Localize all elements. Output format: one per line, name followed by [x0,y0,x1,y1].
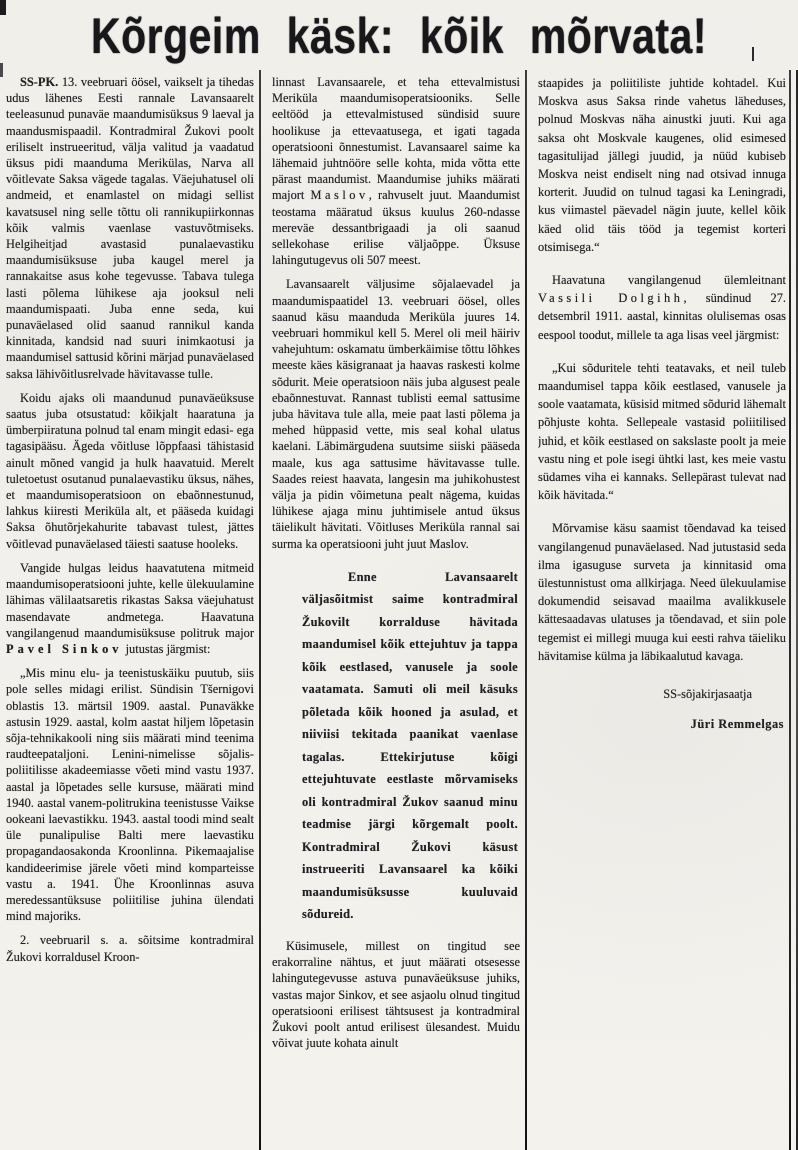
article-column [272,74,520,1150]
text-segment: „Kui sõduritele tehti teatavaks, et neil tuleb maandumisel tappa kõik eestlased, vanusele ja soole vaatamata, küsisid mitmed sõdurid lähemalt põhjuste kohta. Sellepeale vastasid poliitilised juhid, et kõik eestlased on sakslaste poolt ja meie vastu ning et pole isegi ühtki last, kes meie vastu südames viha ei kannaks. Sellepärast tulevat nad kõik hävitada.“ [538,360,786,503]
text-segment: , rahvuselt juut. Maandumist teostama määratud üksus kuulus 260-ndasse mereväe dessantbrigaadi ja oli saanud sellekohase erilise väljaõppe. Üksuse lahingutugevus oli 507 meest. [272,188,520,268]
text-segment: Küsimusele, millest on tingitud see erakorraline nähtus, et juut määrati otsesesse lahingutegevusse astuva punaväeüksuse juhiks, vastas major Sinkov, et see asjaolu olnud tingitud operatsiooni erilisest tähtsusest ja kontradmiral Žukovi poolt antud erilisest ülesandest. Muidu võivat juute kohata ainult [272,938,520,1051]
person-name: Maslov [310,188,369,203]
headline: Kõrgeim käsk: kõik mõrvata! [90,8,708,65]
text-segment: SS-PK. [20,75,59,89]
text-segment: Haavatuna vangilangenud ülemleitnant [552,273,786,288]
text-segment: Koidu ajaks oli maandunud punaväeüksuse saatus juba otsustatud: kõikjalt haaratuna ja ümberpiiratuna polnud tal enam mingit edasi- ega tagasipääsu. Ägeda võitluse lõppfaasi tähistasid ainult mõned vangid ja hulk haavatuid. Merelt tuletoetust osutanud punalaevastiku üksus, nähes, et maandumisoperatsioon on ebaõnnestunud, lahkus kiiresti Meriküla alt, et pääseda kuidagi Saksa õhutõrjekahurite tabavast tulest, jättes võitlevad punaväelased täiesti saatuse hooleks. [6,390,254,551]
text-segment: Lavansaarelt väljusime sõjalaevadel ja maandumispaatidel 13. veebruari öösel, olles saanud käsu maanduda Meriküla juures 14. veebruari hommikul kell 5. Merel oli meil häiriv vahejuhtum: oskamatu ümberkäimise tõttu lõhkes meeste käes käsigranaat ja haavas raskesti kolme sõdurit. Meie operatsioon näis juba algusest peale ebaõnnestuvat. Rannast tublisti eemal sattusime juba hävitava tule alla, meie paat lasti põlema ja mehed hüppasid vette, mis seal kohal ulatus kaelani. Läbimärgudena suutsime siiski pääseda maale, kus aga sattusime hävitavasse tulle. Saades reiest haavata, langesin ma juhikohustest välja ja pidin võimetuna pealt nägema, kuidas lühikese ajaga minu juhtimisele antud üksus täielikult hävitati. Võitluses Meriküla rannal sai surma ka operatsiooni juht juut Maslov. [272,277,520,551]
article-paragraph [538,271,786,344]
article-body [6,74,786,1150]
article-paragraph [6,390,254,552]
article-paragraph [272,938,520,1051]
article-paragraph [6,932,254,964]
text-segment: 2. veebruaril s. a. sõitsime kontradmiral Žukovi korraldusel Kroon- [6,933,254,964]
article-paragraph [6,665,254,924]
text-segment: Vangide hulgas leidus haavatutena mitmeid maandumisoperatsiooni juhte, kelle ülekuulamine lähimas välilaatsaretis rikastas Saksa väejuhatust masendavate andmetega. Haavatuna vangilangenud maandumisüksuse politruk major [6,560,254,640]
article-paragraph [6,74,254,382]
article-column [6,74,254,1150]
article-paragraph [538,519,786,665]
column-divider [525,70,527,1150]
article-paragraph [538,74,786,256]
article-paragraph [272,74,520,268]
text-segment: Mõrvamise käsu saamist tõendavad ka teised vangilangenud punaväelased. Nad jutustasid seda ilma igasuguse surveta ja kinnitasid oma ülestunnistust oma allkirjaga. Need ülekuulamise dokumendid seisavad maailma avalikkusele kättesaadavas ulatuses ja tõendavad, et siin pole tegemist ei millegi muuga kui eesti rahva täieliku hävitamise külma ja läbikaalutud kavaga. [538,521,786,663]
signature-role: SS-sõjakirjasaatja [663,687,752,702]
person-name: Pavel Sinkov [6,641,123,656]
article-paragraph [302,566,518,926]
text-segment: Enne Lavansaarelt väljasõitmist saime kontradmiral Žukovilt korralduse hävitada maandumisel kõik ettejuhtuv ja tappa kõik eestlased, vanusele ja soole vaatamata. Samuti oli meil käsuks põletada kõik hooned ja asulad, et niiviisi tekitada paanikat vaenlase tagalas. Ettekirjutuse kõigi ettejuhtuvate eestlaste mõrvamiseks oli kontradmiral Žukov saanud minu teadmise järgi kõrgemalt poolt. Kontradmiral Žukovi käsust instrueeriti Lavansaarel ka kõiki maandumisüksusse kuuluvaid sõdureid. [302,569,518,922]
article-column [538,74,786,1150]
signature-name: Jüri Remmelgas [690,717,784,732]
signature-block [538,685,786,733]
scan-artifact [0,0,6,15]
article-paragraph [538,359,786,505]
person-name: Vassili Dolgihh [538,291,684,306]
text-segment: staapides ja poliitiliste juhtide kohtadel. Kui Moskva asus Saksa rinde vahetus läheduses, polnud Moskvas näha ainustki juuti. Kui aga saksa oht Moskvale kaugenes, olid esimesed tagasitulijad jällegi juudid, ja nüüd kubiseb Moskva neist endiselt ning nad otsivad innuga korterit. Juudid on tulnud tagasi ka Leningradi, kus viimastel päevadel nägin juute, kellel kõik käed olid täis tööd ja tegemist korteri otsimisega.“ [538,76,786,254]
scan-artifact [0,63,3,77]
page-edge-rule [789,70,791,1150]
scan-artifact [752,47,754,61]
column-divider [259,70,261,1150]
text-segment: 13. veebruari öösel, vaikselt ja tihedas udus lähenes Eesti rannale Lavansaarelt teeleasunud punaväe maandumisüksus 9 laeval ja maandusmispaadil. Kontradmiral Žukovi poolt eriliselt instrueeritud, välja valitud ja vaadatud üksus pidi maanduma Merikülas, Narva all võitlevate Saksa vägede tagalas. Väejuhatusel oli andmeid, et enamlastel on midagi sellist kavatsusel ning selle tõttu oli rannikupiirkonnas kõik valmis vaenlase vastuvõtmiseks. Helgiheitjad avastasid punalaevastiku maandumisüksuse juba kaugel merel ja rannakaitse asus kohe tegevusse. Tabava tulega lasti põlema lühikese aja jooksul neli maandumispaati. Juba enne seda, kui punaväelased olid saanud rannikul kanda kinnitada, kandsid nad suuri inimkaotusi ja maandumisel sattusid kõrini märjad punaväelased saksa lähivõitlusrelvade hävitavasse tulle. [6,75,254,381]
article-paragraph [272,276,520,551]
text-segment: , sündinud 27. detsembril 1911. aastal, kinnitas olulisemas osas eespool toodut, millele ta aga lisas veel järgmist: [538,291,786,342]
article-paragraph [6,560,254,657]
text-segment: jutustas järgmist: [122,641,211,656]
text-segment: linnast Lavansaarele, et teha ettevalmistusi Meriküla maandumisoperatsiooniks. Selle eeltööd ja ettevalmistused sündisid suure hoolikuse ja ettevaatusega, et igati tagada operatsiooni õnnestumist. Lavansaarel saime ka lähemaid juhtnööre selle kohta, mida võtta ette pärast maandumist. Maandumise juhiks määrati majort [272,75,520,203]
text-segment: „Mis minu elu- ja teenistuskäiku puutub, siis pole selles midagi erilist. Sündisin Tšernigovi oblastis 13. märtsil 1909. aastal. Punaväkke astusin 1929. aastal, kolm aastat hiljem lõpetasin sõja-tehnikakooli ning siis määrati mind teenima raudteepataljoni. Lenini-nimelisse sõjalis-poliitilisse akadeemiasse võeti mind vastu 1937. aastal ja lõpetades selle kursuse, määrati mind 1940. aastal vanem-politrukina teenistusse Vaikse ookeani laevastikku. 1943. aastal toodi mind sealt üle punalipulise Balti mere laevastiku propagandaosakonda Kroonlinna. Pikemaajalise kandideerimise järele võeti mind komparteisse vastu a. 1941. Ühe Kroonlinnas asuva meredessantüksuse poliitilise juhina ülendati mind majoriks. [6,666,254,924]
